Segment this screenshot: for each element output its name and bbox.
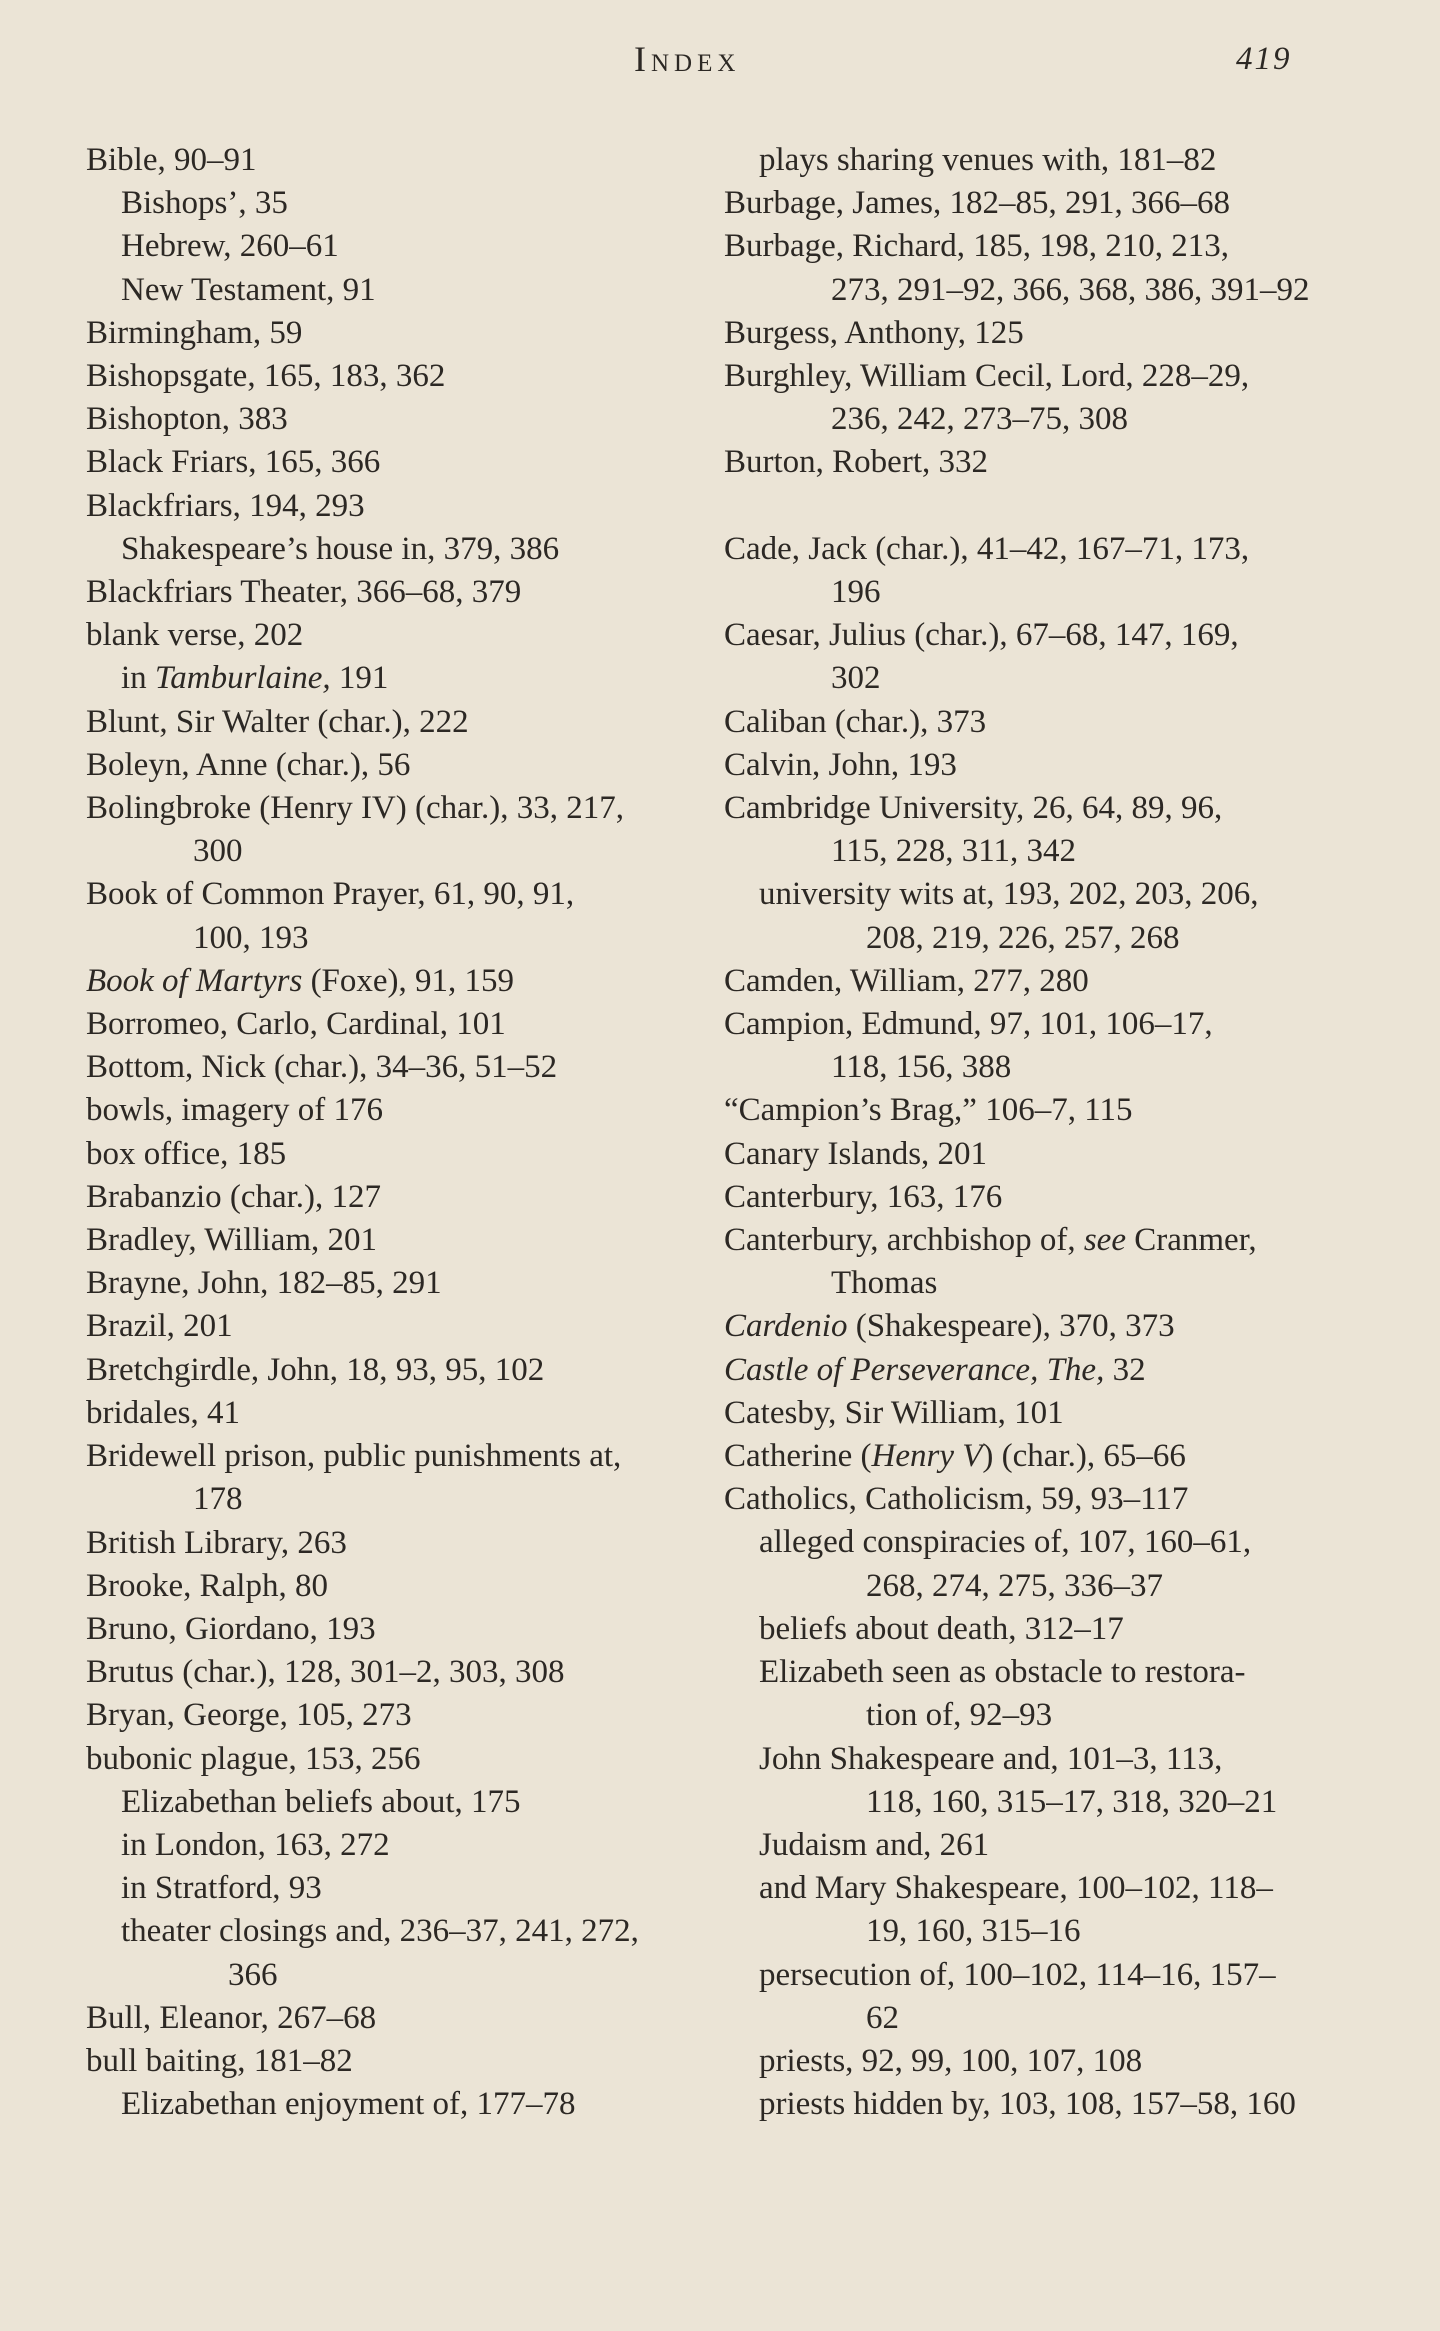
entry-text: priests, 92, 99, 100, 107, 108 bbox=[759, 2042, 1143, 2079]
index-entry bbox=[724, 1435, 1334, 1478]
entry-text: Brazil, 201 bbox=[86, 1308, 233, 1345]
entry-line bbox=[724, 1133, 1334, 1176]
entry-line bbox=[121, 225, 696, 268]
entry-text: Bull, Eleanor, 267–68 bbox=[86, 1999, 377, 2036]
index-entry bbox=[86, 1349, 696, 1392]
entry-text: 191 bbox=[330, 660, 389, 697]
entry-continuation-line bbox=[724, 398, 1334, 441]
entry-text: Bishopsgate, 165, 183, 362 bbox=[86, 358, 446, 395]
index-subentry bbox=[724, 1608, 1334, 1651]
index-subentry bbox=[724, 1824, 1334, 1867]
entry-text: British Library, 263 bbox=[86, 1524, 347, 1561]
entry-text: Bolingbroke (Henry IV) (char.), 33, 217, bbox=[86, 790, 624, 827]
entry-continuation-line bbox=[759, 1997, 1334, 2040]
entry-line bbox=[86, 1651, 696, 1694]
index-entry bbox=[86, 485, 696, 528]
index-entry bbox=[86, 873, 696, 959]
index-subentry bbox=[86, 225, 696, 268]
page-number: 419 bbox=[1236, 41, 1292, 77]
entry-line bbox=[724, 225, 1334, 268]
entry-text: and Mary Shakespeare, 100–102, 118– bbox=[759, 1870, 1273, 1907]
index-subentry bbox=[724, 1651, 1334, 1737]
entry-line bbox=[86, 1349, 696, 1392]
entry-line bbox=[86, 873, 696, 916]
entry-line bbox=[724, 355, 1334, 398]
entry-text: Cade, Jack (char.), 41–42, 167–71, 173, bbox=[724, 530, 1250, 567]
index-entry bbox=[86, 1997, 696, 2040]
entry-line bbox=[86, 1089, 696, 1132]
entry-text: Bradley, William, 201 bbox=[86, 1222, 378, 1259]
entry-text: Brooke, Ralph, 80 bbox=[86, 1567, 328, 1604]
index-entry bbox=[724, 441, 1334, 484]
entry-continuation-line bbox=[759, 917, 1334, 960]
entry-text: Canterbury, 163, 176 bbox=[724, 1178, 1003, 1215]
entry-text: 62 bbox=[866, 1999, 899, 2036]
index-entry bbox=[86, 1305, 696, 1348]
index-entry bbox=[724, 701, 1334, 744]
index-column-left bbox=[86, 139, 696, 2126]
entry-text: (Foxe), 91, 159 bbox=[302, 962, 515, 999]
index-entry bbox=[86, 787, 696, 873]
entry-line bbox=[724, 1003, 1334, 1046]
entry-continuation-line bbox=[759, 1910, 1334, 1953]
entry-text: 302 bbox=[831, 660, 881, 697]
entry-continuation-line bbox=[724, 571, 1334, 614]
entry-text: Canterbury, archbishop of, bbox=[724, 1222, 1084, 1259]
entry-line bbox=[86, 355, 696, 398]
entry-text: in bbox=[121, 660, 155, 697]
index-entry bbox=[86, 571, 696, 614]
entry-text: persecution of, 100–102, 114–16, 157– bbox=[759, 1956, 1276, 1993]
entry-text: bridales, 41 bbox=[86, 1394, 240, 1431]
entry-line bbox=[759, 1867, 1334, 1910]
entry-line bbox=[759, 1738, 1334, 1781]
entry-text: Borromeo, Carlo, Cardinal, 101 bbox=[86, 1006, 506, 1043]
index-entry bbox=[724, 960, 1334, 1003]
index-entry bbox=[86, 1003, 696, 1046]
entry-line bbox=[86, 485, 696, 528]
entry-line bbox=[759, 1521, 1334, 1564]
entry-text: Thomas bbox=[831, 1265, 938, 1302]
italic-title-text: Tamburlaine, bbox=[154, 660, 331, 697]
entry-text: in Stratford, 93 bbox=[121, 1870, 322, 1907]
index-entry bbox=[86, 398, 696, 441]
index-entry bbox=[724, 787, 1334, 873]
index-entry bbox=[724, 1133, 1334, 1176]
entry-line bbox=[724, 441, 1334, 484]
running-head-title: Index bbox=[634, 39, 741, 79]
entry-continuation-line bbox=[759, 1781, 1334, 1824]
entry-line bbox=[86, 1003, 696, 1046]
index-entry bbox=[86, 1565, 696, 1608]
entry-text: Brabanzio (char.), 127 bbox=[86, 1178, 382, 1215]
index-entry bbox=[86, 1133, 696, 1176]
entry-line bbox=[121, 1867, 696, 1910]
entry-line bbox=[759, 1824, 1334, 1867]
entry-continuation-line bbox=[121, 1954, 696, 1997]
index-entry bbox=[724, 1176, 1334, 1219]
entry-text: Elizabethan enjoyment of, 177–78 bbox=[121, 2086, 576, 2123]
entry-text: 366 bbox=[228, 1956, 278, 1993]
entry-line bbox=[759, 1651, 1334, 1694]
index-entry bbox=[86, 744, 696, 787]
entry-line bbox=[724, 1089, 1334, 1132]
entry-line bbox=[759, 2083, 1334, 2126]
entry-line bbox=[86, 2040, 696, 2083]
entry-line bbox=[724, 528, 1334, 571]
entry-text: Burghley, William Cecil, Lord, 228–29, bbox=[724, 358, 1250, 395]
entry-line bbox=[86, 571, 696, 614]
entry-line bbox=[759, 873, 1334, 916]
entry-text: Birmingham, 59 bbox=[86, 314, 303, 351]
index-entry bbox=[724, 744, 1334, 787]
index-entry bbox=[86, 960, 696, 1003]
entry-line bbox=[724, 744, 1334, 787]
entry-continuation-line bbox=[759, 1694, 1334, 1737]
entry-line bbox=[724, 614, 1334, 657]
entry-text: in London, 163, 272 bbox=[121, 1826, 390, 1863]
letter-group-gap bbox=[724, 485, 1334, 528]
entry-text: Black Friars, 165, 366 bbox=[86, 444, 381, 481]
index-entry bbox=[86, 139, 696, 182]
entry-continuation-line bbox=[724, 269, 1334, 312]
entry-line bbox=[86, 1046, 696, 1089]
index-entry bbox=[724, 1478, 1334, 1521]
index-entry bbox=[724, 1003, 1334, 1089]
entry-line bbox=[759, 1954, 1334, 1997]
entry-text: Elizabethan beliefs about, 175 bbox=[121, 1783, 521, 1820]
entry-text: Burbage, James, 182–85, 291, 366–68 bbox=[724, 185, 1230, 222]
entry-line bbox=[86, 701, 696, 744]
index-subentry bbox=[86, 657, 696, 700]
entry-text: university wits at, 193, 202, 203, 206, bbox=[759, 876, 1259, 913]
entry-line bbox=[86, 1565, 696, 1608]
entry-continuation-line bbox=[724, 1262, 1334, 1305]
entry-text: 118, 156, 388 bbox=[831, 1049, 1012, 1086]
entry-text: Book of Common Prayer, 61, 90, 91, bbox=[86, 876, 575, 913]
index-subentry bbox=[86, 1781, 696, 1824]
entry-continuation-line bbox=[86, 917, 696, 960]
entry-text: tion of, 92–93 bbox=[866, 1697, 1053, 1734]
italic-title-text: Henry V bbox=[871, 1438, 983, 1475]
index-subentry bbox=[724, 1738, 1334, 1824]
index-entry bbox=[724, 1349, 1334, 1392]
entry-line bbox=[86, 1219, 696, 1262]
entry-text: ) (char.), 65–66 bbox=[982, 1438, 1186, 1475]
italic-title-text: Castle of Perseverance, The, bbox=[724, 1351, 1105, 1388]
entry-line bbox=[86, 614, 696, 657]
index-subentry bbox=[724, 139, 1334, 182]
entry-text: theater closings and, 236–37, 241, 272, bbox=[121, 1913, 639, 1950]
entry-text: Canary Islands, 201 bbox=[724, 1135, 988, 1172]
entry-text: Bible, 90–91 bbox=[86, 142, 257, 178]
entry-continuation-line bbox=[86, 1478, 696, 1521]
entry-text: 115, 228, 311, 342 bbox=[831, 833, 1077, 870]
entry-line bbox=[724, 312, 1334, 355]
entry-text: priests hidden by, 103, 108, 157–58, 160 bbox=[759, 2086, 1296, 2123]
index-entry bbox=[86, 312, 696, 355]
entry-text: Catherine ( bbox=[724, 1438, 872, 1475]
entry-line bbox=[724, 701, 1334, 744]
index-entry bbox=[724, 1219, 1334, 1305]
entry-line bbox=[86, 960, 696, 1003]
index-subentry bbox=[86, 1867, 696, 1910]
entry-text: Brutus (char.), 128, 301–2, 303, 308 bbox=[86, 1654, 565, 1691]
entry-line bbox=[86, 1435, 696, 1478]
entry-text: blank verse, 202 bbox=[86, 617, 304, 654]
entry-line bbox=[86, 139, 696, 182]
entry-line bbox=[724, 1478, 1334, 1521]
entry-text: (Shakespeare), 370, 373 bbox=[847, 1308, 1175, 1345]
index-subentry bbox=[86, 1824, 696, 1867]
entry-text: Bishops’, 35 bbox=[121, 185, 288, 222]
index-subentry bbox=[724, 873, 1334, 959]
entry-text: 196 bbox=[831, 574, 881, 611]
entry-text: Boleyn, Anne (char.), 56 bbox=[86, 746, 411, 783]
entry-text: 273, 291–92, 366, 368, 386, 391–92 bbox=[831, 271, 1310, 308]
entry-text: Hebrew, 260–61 bbox=[121, 228, 339, 265]
entry-text: New Testament, 91 bbox=[121, 271, 376, 308]
entry-line bbox=[86, 1522, 696, 1565]
entry-text: 300 bbox=[193, 833, 243, 870]
index-entry bbox=[86, 355, 696, 398]
index-subentry bbox=[724, 2083, 1334, 2126]
index-entry bbox=[86, 1522, 696, 1565]
entry-text: Bretchgirdle, John, 18, 93, 95, 102 bbox=[86, 1351, 545, 1388]
entry-text: Cambridge University, 26, 64, 89, 96, bbox=[724, 790, 1223, 827]
entry-text: Burgess, Anthony, 125 bbox=[724, 314, 1024, 351]
entry-line bbox=[759, 2040, 1334, 2083]
entry-text: Judaism and, 261 bbox=[759, 1826, 990, 1863]
index-entry bbox=[724, 528, 1334, 614]
entry-line bbox=[86, 1997, 696, 2040]
index-entry bbox=[86, 441, 696, 484]
entry-line bbox=[86, 1133, 696, 1176]
entry-line bbox=[86, 787, 696, 830]
entry-line bbox=[759, 139, 1334, 182]
index-entry bbox=[724, 182, 1334, 225]
entry-line bbox=[724, 1392, 1334, 1435]
index-entry bbox=[86, 1651, 696, 1694]
entry-continuation-line bbox=[724, 1046, 1334, 1089]
index-entry bbox=[86, 1738, 696, 1781]
entry-line bbox=[86, 1305, 696, 1348]
index-subentry bbox=[86, 2083, 696, 2126]
index-entry bbox=[724, 1089, 1334, 1132]
entry-text: bowls, imagery of 176 bbox=[86, 1092, 383, 1129]
entry-text: bubonic plague, 153, 256 bbox=[86, 1740, 421, 1777]
index-subentry bbox=[86, 182, 696, 225]
entry-text: Elizabeth seen as obstacle to restora- bbox=[759, 1654, 1246, 1691]
entry-line bbox=[724, 182, 1334, 225]
entry-text: Burbage, Richard, 185, 198, 210, 213, bbox=[724, 228, 1230, 265]
entry-line bbox=[121, 657, 696, 700]
index-entry bbox=[724, 614, 1334, 700]
entry-text: Campion, Edmund, 97, 101, 106–17, bbox=[724, 1006, 1213, 1043]
entry-text: Brayne, John, 182–85, 291 bbox=[86, 1265, 442, 1302]
entry-text: Caesar, Julius (char.), 67–68, 147, 169, bbox=[724, 617, 1239, 654]
index-entry bbox=[86, 1608, 696, 1651]
entry-text: Bryan, George, 105, 273 bbox=[86, 1697, 412, 1734]
entry-text: Bishopton, 383 bbox=[86, 401, 288, 438]
entry-text: plays sharing venues with, 181–82 bbox=[759, 142, 1217, 178]
entry-continuation-line bbox=[724, 657, 1334, 700]
entry-text: Blackfriars Theater, 366–68, 379 bbox=[86, 574, 522, 611]
index-entry bbox=[86, 1219, 696, 1262]
entry-text: Camden, William, 277, 280 bbox=[724, 962, 1089, 999]
entry-line bbox=[724, 1435, 1334, 1478]
index-entry bbox=[86, 1089, 696, 1132]
entry-line bbox=[86, 1262, 696, 1305]
entry-text: 118, 160, 315–17, 318, 320–21 bbox=[866, 1783, 1278, 1820]
index-entry bbox=[86, 1694, 696, 1737]
entry-line bbox=[724, 787, 1334, 830]
entry-text: 208, 219, 226, 257, 268 bbox=[866, 919, 1180, 956]
entry-text: 268, 274, 275, 336–37 bbox=[866, 1567, 1163, 1604]
index-subentry bbox=[724, 2040, 1334, 2083]
entry-continuation-line bbox=[86, 830, 696, 873]
entry-line bbox=[86, 744, 696, 787]
index-entry bbox=[86, 1176, 696, 1219]
italic-title-text: Book of Martyrs bbox=[86, 962, 303, 999]
entry-text: alleged conspiracies of, 107, 160–61, bbox=[759, 1524, 1252, 1561]
entry-text: Cranmer, bbox=[1125, 1222, 1257, 1259]
entry-text: Catesby, Sir William, 101 bbox=[724, 1394, 1064, 1431]
index-subentry bbox=[724, 1954, 1334, 2040]
entry-line bbox=[121, 1781, 696, 1824]
entry-text: box office, 185 bbox=[86, 1135, 287, 1172]
index-entry bbox=[86, 1046, 696, 1089]
index-entry bbox=[86, 1262, 696, 1305]
index-entry bbox=[724, 1392, 1334, 1435]
entry-continuation-line bbox=[759, 1565, 1334, 1608]
italic-title-text: see bbox=[1083, 1222, 1126, 1259]
entry-text: Shakespeare’s house in, 379, 386 bbox=[121, 530, 560, 567]
entry-text: Bridewell prison, public punishments at, bbox=[86, 1438, 622, 1475]
entry-text: 236, 242, 273–75, 308 bbox=[831, 401, 1128, 438]
entry-line bbox=[86, 312, 696, 355]
entry-text: John Shakespeare and, 101–3, 113, bbox=[759, 1740, 1223, 1777]
index-entry bbox=[86, 1435, 696, 1521]
entry-line bbox=[724, 1219, 1334, 1262]
entry-text: Caliban (char.), 373 bbox=[724, 703, 987, 740]
entry-line bbox=[86, 1694, 696, 1737]
entry-line bbox=[86, 1392, 696, 1435]
index-entry bbox=[724, 312, 1334, 355]
entry-text: bull baiting, 181–82 bbox=[86, 2042, 353, 2079]
index-entry bbox=[86, 1392, 696, 1435]
index-entry bbox=[724, 1305, 1334, 1348]
entry-continuation-line bbox=[724, 830, 1334, 873]
entry-text: 19, 160, 315–16 bbox=[866, 1913, 1081, 1950]
entry-text: Bruno, Giordano, 193 bbox=[86, 1610, 376, 1647]
entry-line bbox=[759, 1608, 1334, 1651]
index-column-right bbox=[724, 139, 1334, 2126]
entry-line bbox=[121, 1910, 696, 1953]
entry-text: 178 bbox=[193, 1481, 243, 1518]
index-subentry bbox=[724, 1521, 1334, 1607]
running-head bbox=[0, 36, 1440, 82]
entry-text: Catholics, Catholicism, 59, 93–117 bbox=[724, 1481, 1189, 1518]
index-entry bbox=[86, 2040, 696, 2083]
entry-line bbox=[724, 1305, 1334, 1348]
entry-text: beliefs about death, 312–17 bbox=[759, 1610, 1124, 1647]
index-entry bbox=[86, 701, 696, 744]
index-entry bbox=[724, 355, 1334, 441]
entry-line bbox=[121, 2083, 696, 2126]
entry-text: Burton, Robert, 332 bbox=[724, 444, 988, 481]
index-entry bbox=[86, 614, 696, 657]
index-entry bbox=[724, 225, 1334, 311]
index-subentry bbox=[86, 528, 696, 571]
entry-text: Blackfriars, 194, 293 bbox=[86, 487, 365, 524]
entry-line bbox=[86, 1176, 696, 1219]
entry-text: Blunt, Sir Walter (char.), 222 bbox=[86, 703, 469, 740]
entry-line bbox=[724, 1176, 1334, 1219]
entry-line bbox=[121, 1824, 696, 1867]
entry-line bbox=[724, 1349, 1334, 1392]
entry-text: Calvin, John, 193 bbox=[724, 746, 957, 783]
entry-text: 32 bbox=[1104, 1351, 1146, 1388]
entry-line bbox=[86, 1608, 696, 1651]
entry-line bbox=[86, 441, 696, 484]
index-subentry bbox=[86, 269, 696, 312]
entry-line bbox=[724, 960, 1334, 1003]
entry-text: 100, 193 bbox=[193, 919, 309, 956]
entry-line bbox=[121, 528, 696, 571]
entry-line bbox=[121, 269, 696, 312]
entry-line bbox=[86, 398, 696, 441]
index-subentry bbox=[86, 1910, 696, 1996]
italic-title-text: Cardenio bbox=[724, 1308, 848, 1345]
entry-text: Bottom, Nick (char.), 34–36, 51–52 bbox=[86, 1049, 558, 1086]
entry-line bbox=[86, 1738, 696, 1781]
entry-line bbox=[121, 182, 696, 225]
index-subentry bbox=[724, 1867, 1334, 1953]
entry-text: “Campion’s Brag,” 106–7, 115 bbox=[724, 1092, 1133, 1129]
